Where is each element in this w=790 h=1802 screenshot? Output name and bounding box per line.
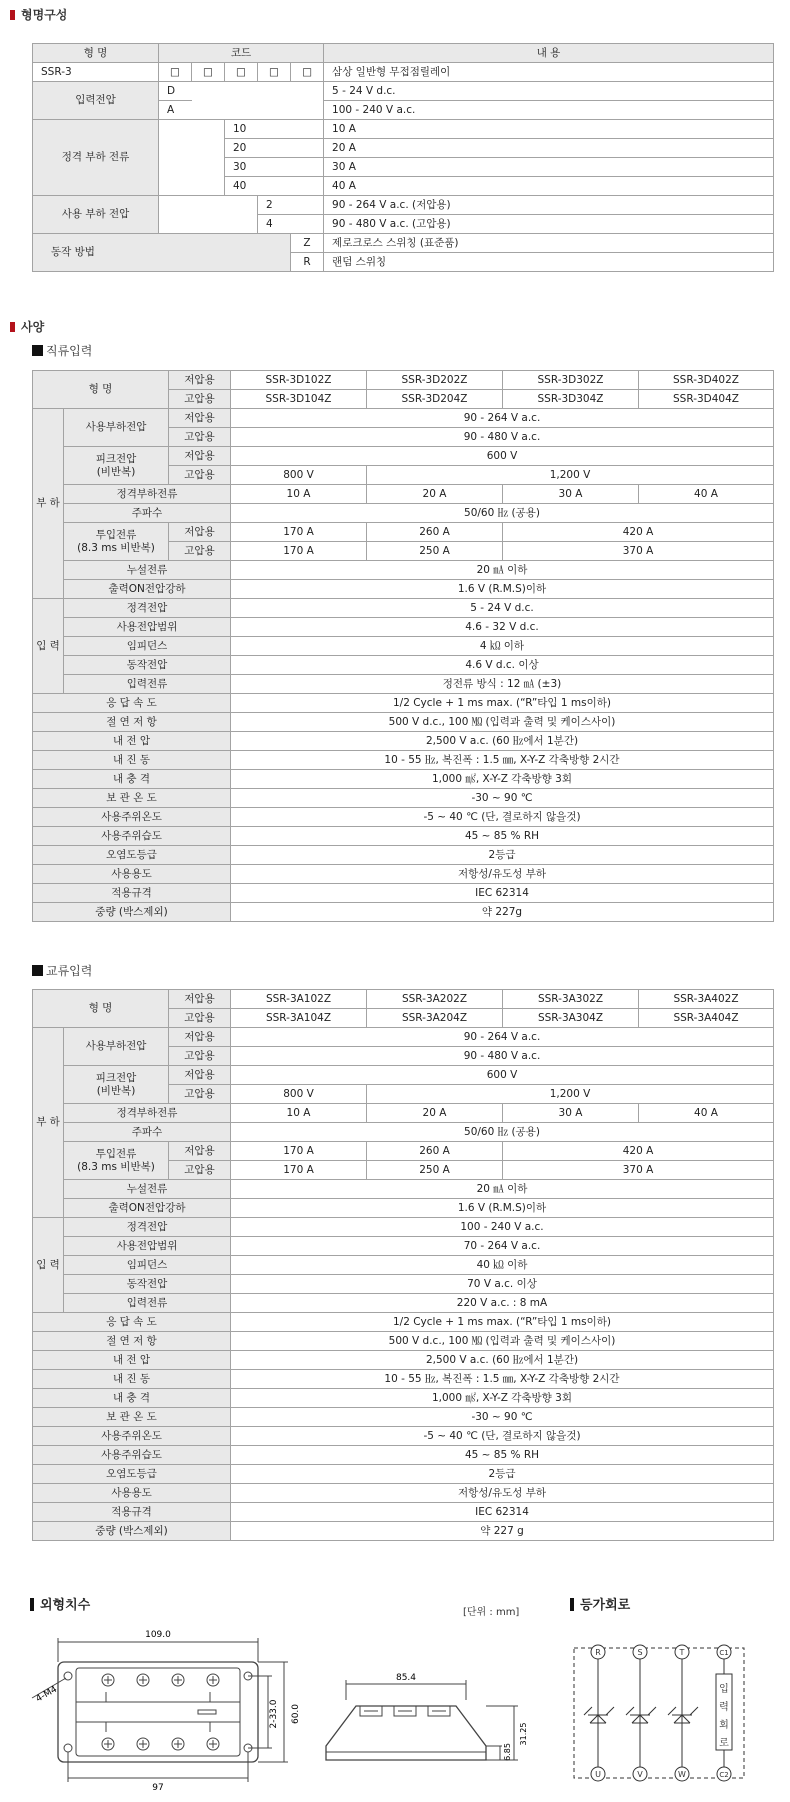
frequency-value: 50/60 ㎐ (공용): [231, 504, 774, 523]
dim-side-h2: 31.25: [519, 1722, 528, 1746]
high-label: 고압용: [169, 1161, 231, 1180]
on-drop-value: 1.6 V (R.M.S)이하: [231, 1199, 774, 1218]
input-circuit-char: 력: [719, 1702, 729, 1713]
input-group-label: 입 력: [33, 599, 64, 694]
inrush-label: 투입전류 (8.3 ms 비반복): [64, 523, 169, 561]
ac-spec-table: [32, 989, 774, 1541]
general-value: 500 V d.c., 100 ㏁ (입력과 출력 및 케이스사이): [231, 713, 774, 732]
general-label: 내 전 압: [33, 732, 231, 751]
inrush-high: 170 A: [231, 542, 367, 561]
input-value: 70 V a.c. 이상: [231, 1275, 774, 1294]
leakage-label: 누설전류: [64, 1180, 231, 1199]
general-label: 사용주위온도: [33, 808, 231, 827]
rated-current-value: 30 A: [503, 1104, 639, 1123]
top-view-drawing: [28, 1622, 318, 1792]
peak-low: 600 V: [231, 1066, 774, 1085]
series-content: 삼상 일반형 무접점릴레이: [324, 63, 774, 82]
inrush-low: 170 A: [231, 1142, 367, 1161]
general-label: 보 관 온 도: [33, 1408, 231, 1427]
general-label: 응 답 속 도: [33, 1313, 231, 1332]
terminal-label: T: [679, 1648, 685, 1657]
general-label: 오염도등급: [33, 1465, 231, 1484]
general-value: -30 ~ 90 ℃: [231, 789, 774, 808]
circuit-title: 등가회로: [570, 1594, 630, 1613]
general-value: 10 - 55 ㎐, 복진폭 : 1.5 ㎜, X-Y-Z 각축방향 2시간: [231, 1370, 774, 1389]
input-circuit-char: 입: [719, 1684, 729, 1695]
model-cell: SSR-3D104Z: [231, 390, 367, 409]
input-value: 5 - 24 V d.c.: [231, 599, 774, 618]
dimensions-title: 외형치수: [30, 1594, 90, 1613]
peak-high-a: 800 V: [231, 1085, 367, 1104]
on-drop-value: 1.6 V (R.M.S)이하: [231, 580, 774, 599]
general-label: 내 충 격: [33, 770, 231, 789]
model-cell: SSR-3D202Z: [367, 371, 503, 390]
terminal-label: W: [678, 1770, 686, 1779]
rated-current-value: 10 A: [231, 1104, 367, 1123]
input-label: 임피던스: [64, 637, 231, 656]
general-value: 45 ~ 85 % RH: [231, 1446, 774, 1465]
code-value: A: [159, 101, 192, 120]
code-value: R: [291, 253, 324, 272]
input-label: 동작전압: [64, 656, 231, 675]
code-content: 20 A: [324, 139, 774, 158]
general-value: 약 227g: [231, 903, 774, 922]
leakage-value: 20 ㎃ 이하: [231, 561, 774, 580]
rated-current-value: 40 A: [639, 485, 774, 504]
inrush-low: 420 A: [503, 523, 774, 542]
inrush-high: 250 A: [367, 542, 503, 561]
peak-voltage-label: 피크전압 (비반복): [64, 1066, 169, 1104]
code-content: 30 A: [324, 158, 774, 177]
high-label: 고압용: [169, 542, 231, 561]
dim-holes: 4-M4: [34, 1684, 59, 1705]
unit-label: [단위 : mm]: [463, 1607, 520, 1618]
general-label: 내 전 압: [33, 1351, 231, 1370]
model-cell: SSR-3D402Z: [639, 371, 774, 390]
rated-current-label: 정격부하전류: [64, 485, 231, 504]
code-box: □: [291, 63, 324, 82]
low-label: 저압용: [169, 409, 231, 428]
peak-high-b: 1,200 V: [367, 1085, 774, 1104]
inrush-high: 170 A: [231, 1161, 367, 1180]
code-content: 90 - 264 V a.c. (저압용): [324, 196, 774, 215]
model-cell: SSR-3D302Z: [503, 371, 639, 390]
input-value: 70 - 264 V a.c.: [231, 1237, 774, 1256]
code-value: 4: [258, 215, 324, 234]
general-value: IEC 62314: [231, 884, 774, 903]
rated-current-value: 20 A: [367, 1104, 503, 1123]
bar-icon: [30, 1598, 34, 1611]
general-label: 절 연 저 항: [33, 1332, 231, 1351]
general-label: 절 연 저 항: [33, 713, 231, 732]
input-circuit-char: 회: [719, 1720, 729, 1731]
high-label: 고압용: [169, 1085, 231, 1104]
high-label: 고압용: [169, 466, 231, 485]
model-label: 형 명: [33, 990, 169, 1028]
general-value: 1/2 Cycle + 1 ms max. (“R”타입 1 ms이하): [231, 694, 774, 713]
rated-current-value: 10 A: [231, 485, 367, 504]
model-cell: SSR-3D102Z: [231, 371, 367, 390]
general-label: 사용용도: [33, 1484, 231, 1503]
bullet-icon: [10, 10, 15, 20]
inrush-label: 투입전류 (8.3 ms 비반복): [64, 1142, 169, 1180]
code-box: □: [192, 63, 225, 82]
bar-icon: [570, 1598, 574, 1611]
input-label: 입력전류: [64, 675, 231, 694]
model-cell: SSR-3D204Z: [367, 390, 503, 409]
on-drop-label: 출력ON전압강하: [64, 1199, 231, 1218]
general-label: 내 충 격: [33, 1389, 231, 1408]
input-label: 동작전압: [64, 1275, 231, 1294]
code-value: D: [159, 82, 192, 101]
on-drop-label: 출력ON전압강하: [64, 580, 231, 599]
general-value: 저항성/유도성 부하: [231, 1484, 774, 1503]
high-label: 고압용: [169, 1047, 231, 1066]
load-voltage-low: 90 - 264 V a.c.: [231, 409, 774, 428]
general-label: 내 진 동: [33, 751, 231, 770]
mode-label: 동작 방법: [33, 234, 291, 272]
input-group-label: 입 력: [33, 1218, 64, 1313]
code-box: □: [159, 63, 192, 82]
inrush-high: 250 A: [367, 1161, 503, 1180]
input-voltage-label: 입력전압: [33, 82, 159, 120]
general-value: 2등급: [231, 846, 774, 865]
code-value: Z: [291, 234, 324, 253]
dim-side-width: 85.4: [395, 1673, 417, 1683]
content-header: 내 용: [324, 44, 774, 63]
model-label: 형 명: [33, 371, 169, 409]
code-value: 30: [225, 158, 324, 177]
general-value: 1,000 ㎨, X-Y-Z 각축방향 3회: [231, 770, 774, 789]
general-label: 적용규격: [33, 1503, 231, 1522]
general-label: 중량 (박스제외): [33, 903, 231, 922]
model-cell: SSR-3A302Z: [503, 990, 639, 1009]
inrush-low: 260 A: [367, 1142, 503, 1161]
model-cell: SSR-3A204Z: [367, 1009, 503, 1028]
frequency-label: 주파수: [64, 504, 231, 523]
code-content: 100 - 240 V a.c.: [324, 101, 774, 120]
code-content: 10 A: [324, 120, 774, 139]
load-group-label: 부 하: [33, 1028, 64, 1218]
high-label: 고압용: [169, 428, 231, 447]
low-label: 저압용: [169, 1142, 231, 1161]
general-label: 오염도등급: [33, 846, 231, 865]
inrush-low: 170 A: [231, 523, 367, 542]
general-value: 2,500 V a.c. (60 ㎐에서 1분간): [231, 1351, 774, 1370]
square-icon: [32, 345, 43, 356]
general-label: 응 답 속 도: [33, 694, 231, 713]
input-value: 4.6 V d.c. 이상: [231, 656, 774, 675]
frequency-label: 주파수: [64, 1123, 231, 1142]
high-label: 고압용: [169, 1009, 231, 1028]
rated-current-label: 정격 부하 전류: [33, 120, 159, 196]
low-label: 저압용: [169, 1028, 231, 1047]
model-cell: SSR-3D404Z: [639, 390, 774, 409]
general-value: 500 V d.c., 100 ㏁ (입력과 출력 및 케이스사이): [231, 1332, 774, 1351]
general-label: 중량 (박스제외): [33, 1522, 231, 1541]
code-content: 5 - 24 V d.c.: [324, 82, 774, 101]
code-content: 90 - 480 V a.c. (고압용): [324, 215, 774, 234]
load-group-label: 부 하: [33, 409, 64, 599]
general-value: 저항성/유도성 부하: [231, 865, 774, 884]
model-cell: SSR-3A404Z: [639, 1009, 774, 1028]
general-value: 1/2 Cycle + 1 ms max. (“R”타입 1 ms이하): [231, 1313, 774, 1332]
subtitle-ac: 교류입력: [32, 962, 92, 979]
general-value: 1,000 ㎨, X-Y-Z 각축방향 3회: [231, 1389, 774, 1408]
inrush-low: 420 A: [503, 1142, 774, 1161]
general-label: 적용규격: [33, 884, 231, 903]
terminal-label: R: [595, 1648, 601, 1657]
general-value: -30 ~ 90 ℃: [231, 1408, 774, 1427]
low-label: 저압용: [169, 1066, 231, 1085]
input-circuit-char: 로: [719, 1738, 729, 1749]
code-value: 10: [225, 120, 324, 139]
high-label: 고압용: [169, 390, 231, 409]
terminal-label: C2: [719, 1771, 729, 1779]
side-view-drawing: [316, 1660, 556, 1780]
general-value: 2등급: [231, 1465, 774, 1484]
input-value: 4.6 - 32 V d.c.: [231, 618, 774, 637]
rated-current-value: 30 A: [503, 485, 639, 504]
code-content: 랜덤 스위칭: [324, 253, 774, 272]
input-label: 사용전압범위: [64, 1237, 231, 1256]
code-value: 40: [225, 177, 324, 196]
section-title-model: 형명구성: [10, 6, 67, 23]
low-label: 저압용: [169, 371, 231, 390]
input-label: 정격전압: [64, 1218, 231, 1237]
load-voltage-high: 90 - 480 V a.c.: [231, 1047, 774, 1066]
load-voltage-label: 사용부하전압: [64, 1028, 169, 1066]
terminal-label: S: [637, 1648, 643, 1657]
model-cell: SSR-3D304Z: [503, 390, 639, 409]
terminal-label: C1: [719, 1649, 729, 1657]
peak-high-b: 1,200 V: [367, 466, 774, 485]
code-header: 코드: [159, 44, 324, 63]
input-value: 100 - 240 V a.c.: [231, 1218, 774, 1237]
low-label: 저압용: [169, 447, 231, 466]
rated-current-label: 정격부하전류: [64, 1104, 231, 1123]
dim-width: 109.0: [145, 1630, 171, 1640]
input-value: 정전류 방식 : 12 ㎃ (±3): [231, 675, 774, 694]
frequency-value: 50/60 ㎐ (공용): [231, 1123, 774, 1142]
general-value: IEC 62314: [231, 1503, 774, 1522]
dim-side-h1: 6.85: [503, 1743, 512, 1761]
model-config-table: [32, 43, 774, 272]
subtitle-dc: 직류입력: [32, 342, 92, 359]
inrush-high: 370 A: [503, 542, 774, 561]
rated-current-value: 20 A: [367, 485, 503, 504]
general-label: 내 진 동: [33, 1370, 231, 1389]
model-cell: SSR-3A104Z: [231, 1009, 367, 1028]
dc-spec-table: [32, 370, 774, 922]
code-content: 제로크로스 스위칭 (표준품): [324, 234, 774, 253]
peak-high-a: 800 V: [231, 466, 367, 485]
peak-voltage-label: 피크전압 (비반복): [64, 447, 169, 485]
terminal-label: V: [637, 1770, 643, 1779]
leakage-value: 20 ㎃ 이하: [231, 1180, 774, 1199]
general-value: 45 ~ 85 % RH: [231, 827, 774, 846]
rated-current-value: 40 A: [639, 1104, 774, 1123]
general-value: 10 - 55 ㎐, 복진폭 : 1.5 ㎜, X-Y-Z 각축방향 2시간: [231, 751, 774, 770]
code-content: 40 A: [324, 177, 774, 196]
inrush-high: 370 A: [503, 1161, 774, 1180]
input-label: 임피던스: [64, 1256, 231, 1275]
load-voltage-low: 90 - 264 V a.c.: [231, 1028, 774, 1047]
model-header: 형 명: [33, 44, 159, 63]
inrush-low: 260 A: [367, 523, 503, 542]
input-label: 입력전류: [64, 1294, 231, 1313]
input-value: 4 ㏀ 이하: [231, 637, 774, 656]
general-label: 사용주위온도: [33, 1427, 231, 1446]
general-value: -5 ~ 40 ℃ (단, 결로하지 않을것): [231, 1427, 774, 1446]
peak-low: 600 V: [231, 447, 774, 466]
terminal-label: U: [595, 1770, 601, 1779]
dim-bottom: 97: [152, 1783, 164, 1792]
input-value: 220 V a.c. : 8 mA: [231, 1294, 774, 1313]
load-voltage-high: 90 - 480 V a.c.: [231, 428, 774, 447]
load-voltage-label: 사용 부하 전압: [33, 196, 159, 234]
code-box: □: [225, 63, 258, 82]
equivalent-circuit: [566, 1630, 766, 1795]
general-label: 보 관 온 도: [33, 789, 231, 808]
code-box: □: [258, 63, 291, 82]
low-label: 저압용: [169, 990, 231, 1009]
general-value: 약 227 g: [231, 1522, 774, 1541]
load-voltage-label: 사용부하전압: [64, 409, 169, 447]
model-cell: SSR-3A202Z: [367, 990, 503, 1009]
input-label: 사용전압범위: [64, 618, 231, 637]
general-label: 사용주위습도: [33, 827, 231, 846]
model-cell: SSR-3A102Z: [231, 990, 367, 1009]
square-icon: [32, 965, 43, 976]
input-value: 40 ㏀ 이하: [231, 1256, 774, 1275]
dim-height: 60.0: [291, 1703, 301, 1725]
general-label: 사용주위습도: [33, 1446, 231, 1465]
code-value: 2: [258, 196, 324, 215]
dim-inner: 2-33.0: [269, 1699, 279, 1729]
general-value: -5 ~ 40 ℃ (단, 결로하지 않을것): [231, 808, 774, 827]
code-value: 20: [225, 139, 324, 158]
bullet-icon: [10, 322, 15, 332]
general-value: 2,500 V a.c. (60 ㎐에서 1분간): [231, 732, 774, 751]
low-label: 저압용: [169, 523, 231, 542]
model-cell: SSR-3A402Z: [639, 990, 774, 1009]
series-label: SSR-3: [33, 63, 159, 82]
leakage-label: 누설전류: [64, 561, 231, 580]
input-label: 정격전압: [64, 599, 231, 618]
section-title-spec: 사양: [10, 318, 44, 335]
model-cell: SSR-3A304Z: [503, 1009, 639, 1028]
general-label: 사용용도: [33, 865, 231, 884]
